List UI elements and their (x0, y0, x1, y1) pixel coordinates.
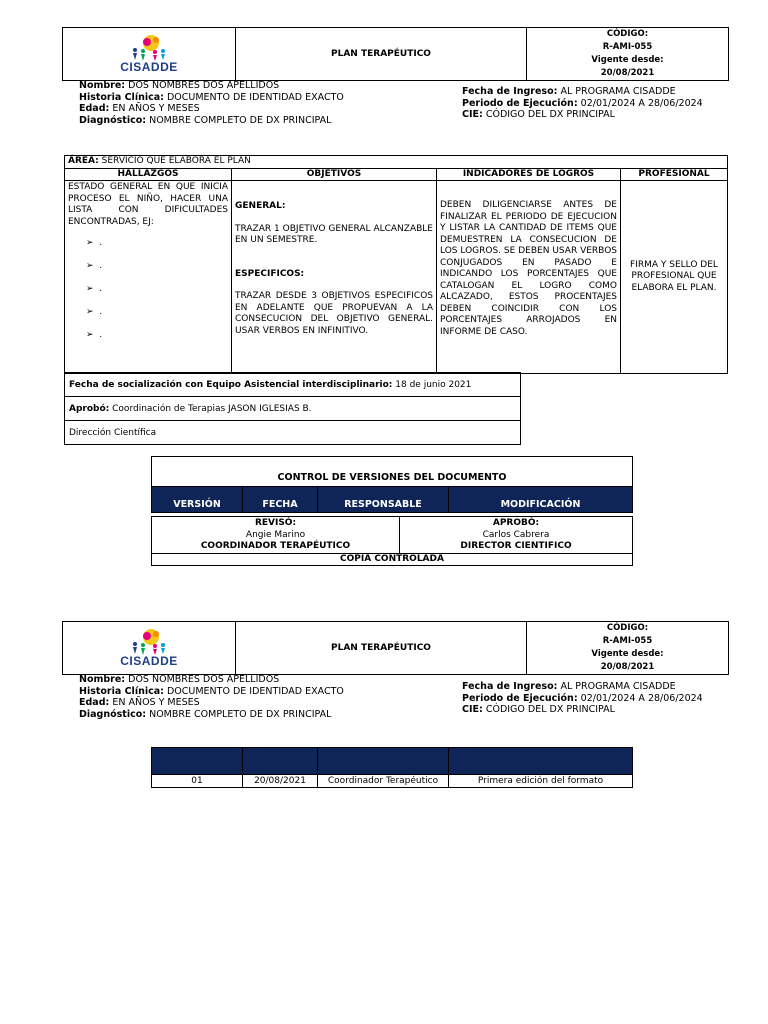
general-text: TRAZAR 1 OBJETIVO GENERAL ALCANZABLE EN UN SEMESTRE. (235, 223, 433, 245)
plan-table (64, 155, 728, 374)
col-profesional: PROFESIONAL (621, 168, 728, 181)
list-item: ➢ . (86, 307, 103, 317)
code-value: R-AMI-055 (602, 42, 653, 52)
patient-age: EN AÑOS Y MESES (112, 697, 200, 708)
execution-period: 02/01/2024 A 28/06/2024 (580, 97, 703, 109)
approved-row: Aprobó: Coordinación de Terapias JASON IGLESIAS B. (65, 397, 521, 421)
version-number: 01 (152, 775, 243, 788)
logo-cell (63, 28, 236, 81)
logo-cell (63, 622, 236, 675)
list-item: ➢ . (86, 284, 103, 294)
list-item: ➢ . (86, 261, 103, 271)
valid-label: Vigente desde: (591, 55, 664, 65)
code-value: R-AMI-055 (602, 636, 653, 646)
version-control-table (151, 456, 633, 513)
profesional-cell (621, 181, 728, 374)
cisadde-logo-icon (125, 34, 173, 62)
patient-info-left: Nombre: DOS NOMBRES DOS APELLIDOS Historia Clínica: DOCUMENTO DE IDENTIDAD EXACTO Edad: EN AÑOS Y MESES Diagnóstico: NOMBRE COMPLETO DE DX PRINCIPAL (79, 80, 344, 126)
col-version: VERSIÓN (152, 487, 243, 513)
especificos-label: ESPECIFICOS: (235, 268, 305, 279)
version-history-table (151, 747, 633, 788)
approved-cell: APROBÓ: Carlos Cabrera DIRECTOR CIENTIFICO (400, 517, 633, 554)
plan-header-row (65, 168, 728, 181)
area-value: SERVICIO QUE ELABORA EL PLAN (101, 156, 251, 166)
logo-text: CISADDE (120, 654, 178, 668)
especificos-text: TRAZAR DESDE 3 OBJETIVOS ESPECIFICOS EN ADELANTE QUE PROPUEVAN A LA CONSECUCION DEL OBJETIVO GENERAL. USAR VERBOS EN INFINITIVO. (235, 291, 433, 336)
patient-id: DOCUMENTO DE IDENTIDAD EXACTO (166, 91, 344, 103)
document-code-cell (527, 28, 729, 81)
table-row (152, 775, 633, 788)
patient-name: DOS NOMBRES DOS APELLIDOS (128, 80, 280, 91)
hallazgos-text: ESTADO GENERAL EN QUE INICIA PROCESO EL NIÑO, HACER UNA LISTA CON DIFICULTADES ENCONTRADAS, EJ: (68, 182, 228, 227)
code-label: CÓDIGO: (606, 623, 649, 633)
reviewer-name: Angie Marino (245, 529, 306, 540)
version-header-row (152, 487, 633, 513)
patient-age: EN AÑOS Y MESES (112, 103, 200, 114)
execution-period: 02/01/2024 A 28/06/2024 (580, 692, 703, 704)
direction-row: Dirección Científica (65, 421, 521, 445)
area-row: ÁREA: SERVICIO QUE ELABORA EL PLAN (65, 156, 728, 169)
reviewed-cell: REVISÓ: Angie Marino COORDINADOR TERAPÉUTICO (152, 517, 400, 554)
patient-diagnosis: NOMBRE COMPLETO DE DX PRINCIPAL (149, 114, 332, 126)
col-fecha: FECHA (243, 487, 318, 513)
document-code-cell (527, 622, 729, 675)
version-modification: Primera edición del formato (449, 775, 633, 788)
document-header (62, 27, 729, 81)
document-title: PLAN TERAPÉUTICO (236, 622, 527, 675)
approval-table (64, 372, 521, 445)
col-indicadores: INDICADORES DE LOGROS (437, 168, 621, 181)
patient-diagnosis: NOMBRE COMPLETO DE DX PRINCIPAL (149, 708, 332, 720)
entry-date: AL PROGRAMA CISADDE (560, 86, 676, 97)
patient-info-right: Fecha de Ingreso: AL PROGRAMA CISADDE Periodo de Ejecución: 02/01/2024 A 28/06/2024 CIE: CÓDIGO DEL DX PRINCIPAL (462, 86, 703, 120)
col-modificacion: MODIFICACIÓN (449, 487, 633, 513)
valid-label: Vigente desde: (591, 649, 664, 659)
valid-date: 20/08/2021 (600, 68, 655, 78)
general-label: GENERAL: (235, 201, 286, 211)
patient-id: DOCUMENTO DE IDENTIDAD EXACTO (166, 685, 344, 697)
objetivos-cell (232, 181, 437, 374)
cisadde-logo-icon (125, 628, 173, 656)
socialization-row: Fecha de socialización con Equipo Asistencial interdisciplinario: 18 de junio 2021 (65, 373, 521, 397)
cie-code: CÓDIGO DEL DX PRINCIPAL (485, 704, 615, 715)
indicadores-text: DEBEN DILIGENCIARSE ANTES DE FINALIZAR EL PERIODO DE EJECUCION Y LISTAR LA CANTIDAD DE ITEMS QUE DEMUESTREN LA CONSECUCION DE LOS LOGROS. SE DEBEN USAR VERBOS CONJUGADOS EN PASADO E INDICANDO LOS PORCENTAJES QUE CATALOGAN EL LOGRO COMO ALCAZADO, ESTOS PROCENTAJES DEBEN COINCIDIR CON LOS PORCENTAJES ARROJADOS EN INFORME DE CASO. (440, 200, 617, 337)
cie-code: CÓDIGO DEL DX PRINCIPAL (485, 109, 615, 120)
approved-by: Coordinación de Terapias JASON IGLESIAS B. (112, 403, 312, 414)
controlled-copy: COPIA CONTROLADA (152, 553, 633, 565)
patient-info-left-page-2: Nombre: DOS NOMBRES DOS APELLIDOS Historia Clínica: DOCUMENTO DE IDENTIDAD EXACTO Edad: EN AÑOS Y MESES Diagnóstico: NOMBRE COMPLETO DE DX PRINCIPAL (79, 674, 344, 720)
version-control-title: CONTROL DE VERSIONES DEL DOCUMENTO (152, 457, 633, 487)
socialization-date: 18 de junio 2021 (395, 379, 472, 390)
col-objetivos: OBJETIVOS (232, 168, 437, 181)
col-responsable: RESPONSABLE (318, 487, 449, 513)
patient-name: DOS NOMBRES DOS APELLIDOS (128, 674, 280, 685)
document-title: PLAN TERAPÉUTICO (236, 28, 527, 81)
list-item: ➢ . (86, 238, 103, 248)
valid-date: 20/08/2021 (600, 662, 655, 672)
version-header-row (152, 748, 633, 775)
approver-name: Carlos Cabrera (482, 529, 550, 540)
code-label: CÓDIGO: (606, 29, 649, 39)
indicadores-cell (437, 181, 621, 374)
reviewer-role: COORDINADOR TERAPÉUTICO (200, 541, 351, 551)
list-item: ➢ . (86, 330, 103, 340)
version-responsible: Coordinador Terapéutico (318, 775, 449, 788)
logo-text: CISADDE (120, 60, 178, 74)
signatures-table (151, 516, 633, 566)
approver-role: DIRECTOR CIENTIFICO (460, 541, 572, 551)
document-header-page-2 (62, 621, 729, 675)
hallazgos-list (68, 238, 228, 353)
entry-date: AL PROGRAMA CISADDE (560, 681, 676, 692)
hallazgos-cell (65, 181, 232, 374)
col-hallazgos: HALLAZGOS (65, 168, 232, 181)
profesional-text: FIRMA Y SELLO DEL PROFESIONAL QUE ELABORA EL PLAN. (630, 259, 718, 293)
version-date: 20/08/2021 (243, 775, 318, 788)
patient-info-right-page-2: Fecha de Ingreso: AL PROGRAMA CISADDE Periodo de Ejecución: 02/01/2024 A 28/06/2024 CIE: CÓDIGO DEL DX PRINCIPAL (462, 681, 703, 715)
